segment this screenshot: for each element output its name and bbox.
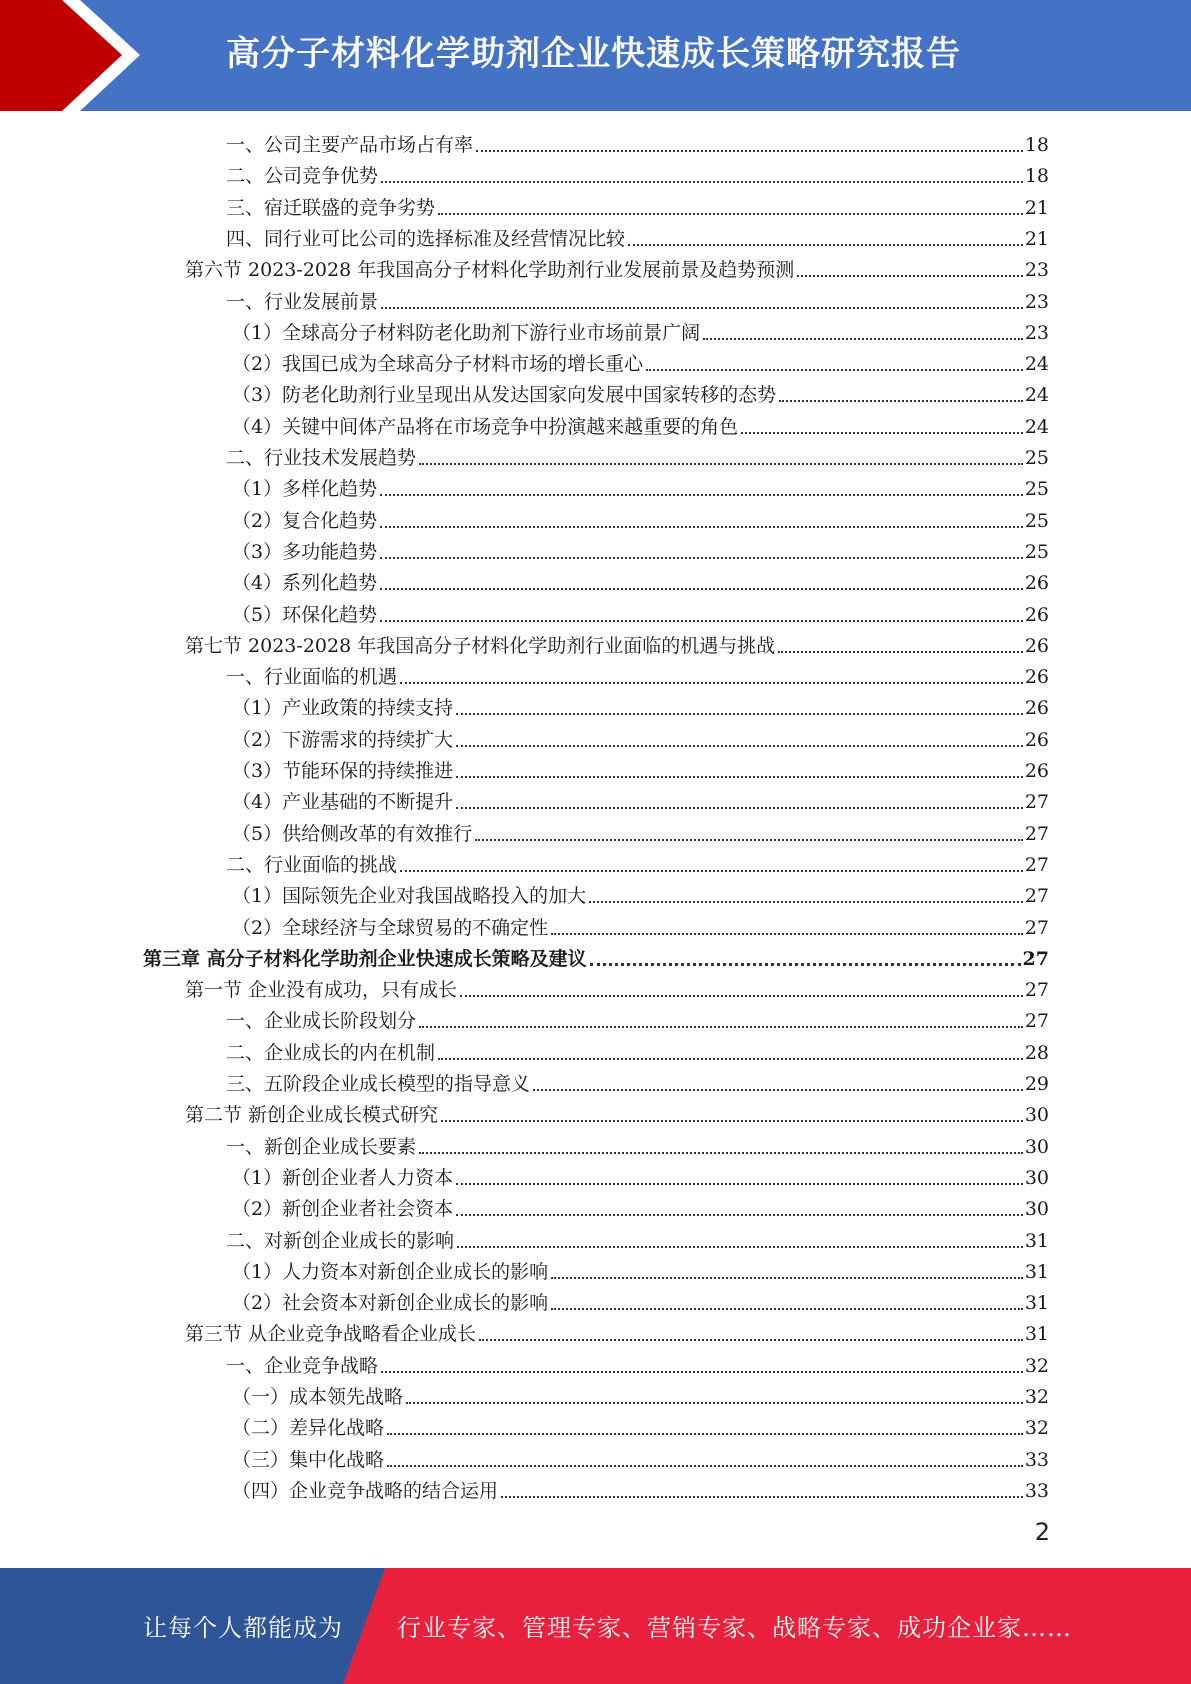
toc-dot-leader <box>457 1246 1023 1248</box>
toc-entry-title: 二、行业面临的挑战 <box>226 854 398 876</box>
toc-entry[interactable] <box>226 1065 1049 1096</box>
toc-entry-page: 25 <box>1024 447 1049 469</box>
toc-entry[interactable] <box>232 1378 1049 1409</box>
toc-entry-title: 一、企业成长阶段划分 <box>226 1010 417 1032</box>
toc-entry[interactable] <box>232 877 1049 908</box>
toc-entry-page: 32 <box>1024 1386 1049 1408</box>
toc-entry-page: 18 <box>1024 165 1049 187</box>
toc-dot-leader <box>400 870 1023 872</box>
toc-dot-leader <box>380 588 1023 590</box>
toc-entry[interactable] <box>232 314 1049 345</box>
toc-entry[interactable] <box>232 1190 1049 1221</box>
toc-entry[interactable] <box>232 1253 1049 1284</box>
toc-entry-page: 21 <box>1024 228 1049 250</box>
toc-entry-page: 27 <box>1024 854 1049 876</box>
toc-entry-title: 一、新创企业成长要素 <box>226 1136 417 1158</box>
toc-entry-title: （二）差异化战略 <box>232 1417 385 1439</box>
toc-entry-page: 32 <box>1024 1355 1049 1377</box>
toc-entry-page: 25 <box>1024 478 1049 500</box>
toc-dot-leader <box>551 933 1023 935</box>
toc-dot-leader <box>419 1026 1023 1028</box>
toc-entry-title: 四、同行业可比公司的选择标准及经营情况比较 <box>226 228 626 250</box>
red-arrow-decoration <box>0 0 160 111</box>
toc-entry-title: 二、公司竞争优势 <box>226 165 379 187</box>
toc-dot-leader <box>381 181 1023 183</box>
toc-entry[interactable] <box>232 909 1049 940</box>
toc-entry-title: （3）防老化助剂行业呈现出从发达国家向发展中国家转移的态势 <box>232 384 777 406</box>
toc-entry-page: 23 <box>1024 322 1049 344</box>
toc-entry-page: 24 <box>1024 353 1049 375</box>
toc-dot-leader <box>479 1339 1023 1341</box>
toc-entry[interactable] <box>232 1441 1049 1472</box>
toc-entry-page: 27 <box>1024 1010 1049 1032</box>
toc-entry-page: 30 <box>1024 1136 1049 1158</box>
toc-entry[interactable] <box>232 596 1049 627</box>
toc-entry-title: 第三节 从企业竞争战略看企业成长 <box>185 1323 477 1345</box>
toc-entry-title: （4）系列化趋势 <box>232 572 378 594</box>
toc-entry[interactable] <box>232 376 1049 407</box>
toc-entry-title: （2）复合化趋势 <box>232 510 378 532</box>
toc-entry-page: 33 <box>1024 1480 1049 1502</box>
toc-dot-leader <box>551 1308 1023 1310</box>
toc-entry[interactable] <box>185 971 1049 1002</box>
toc-dot-leader <box>438 213 1023 215</box>
toc-entry-page: 31 <box>1024 1230 1049 1252</box>
toc-entry-page: 24 <box>1024 384 1049 406</box>
toc-entry-title: （三）集中化战略 <box>232 1449 385 1471</box>
toc-entry[interactable] <box>226 283 1049 314</box>
toc-entry-page: 27 <box>1024 979 1049 1001</box>
toc-entry[interactable] <box>232 1284 1049 1315</box>
toc-dot-leader <box>779 400 1023 402</box>
toc-dot-leader <box>460 995 1023 997</box>
toc-entry-page: 27 <box>1024 917 1049 939</box>
footer-slogan-right: 行业专家、管理专家、营销专家、战略专家、成功企业家…… <box>397 1614 1072 1642</box>
toc-entry-title: （2）全球经济与全球贸易的不确定性 <box>232 917 549 939</box>
toc-dot-leader <box>456 1183 1023 1185</box>
toc-entry-title: （1）国际领先企业对我国战略投入的加大 <box>232 885 587 907</box>
toc-entry-page: 31 <box>1024 1292 1049 1314</box>
toc-entry[interactable] <box>232 470 1049 501</box>
toc-dot-leader <box>380 494 1023 496</box>
toc-entry[interactable] <box>232 1159 1049 1190</box>
toc-entry[interactable] <box>232 1409 1049 1440</box>
report-title: 高分子材料化学助剂企业快速成长策略研究报告 <box>226 34 961 74</box>
toc-dot-leader <box>456 776 1023 778</box>
toc-dot-leader <box>628 244 1023 246</box>
toc-dot-leader <box>533 1089 1023 1091</box>
toc-entry-page: 26 <box>1024 697 1049 719</box>
toc-entry[interactable] <box>226 1034 1049 1065</box>
toc-entry[interactable] <box>232 815 1049 846</box>
toc-entry-page: 26 <box>1024 635 1049 657</box>
toc-dot-leader <box>646 369 1023 371</box>
toc-entry[interactable] <box>232 752 1049 783</box>
toc-entry-title: 一、行业面临的机遇 <box>226 666 398 688</box>
toc-dot-leader <box>551 1277 1023 1279</box>
toc-entry-page: 26 <box>1024 729 1049 751</box>
toc-entry-title: （一）成本领先战略 <box>232 1386 404 1408</box>
toc-entry-page: 26 <box>1024 572 1049 594</box>
toc-dot-leader <box>380 620 1023 622</box>
toc-entry-page: 26 <box>1024 666 1049 688</box>
toc-entry-title: 二、行业技术发展趋势 <box>226 447 417 469</box>
toc-entry-title: （1）多样化趋势 <box>232 478 378 500</box>
toc-entry-title: 第六节 2023-2028 年我国高分子材料化学助剂行业发展前景及趋势预测 <box>185 259 795 281</box>
toc-entry-page: 26 <box>1024 760 1049 782</box>
toc-entry[interactable] <box>143 940 1049 971</box>
toc-entry-title: 一、企业竞争战略 <box>226 1355 379 1377</box>
toc-dot-leader <box>419 1152 1023 1154</box>
toc-entry-title: 第二节 新创企业成长模式研究 <box>185 1104 439 1126</box>
toc-dot-leader <box>380 526 1023 528</box>
toc-dot-leader <box>456 745 1023 747</box>
toc-dot-leader <box>419 463 1023 465</box>
toc-entry[interactable] <box>226 126 1049 157</box>
toc-entry-title: （4）关键中间体产品将在市场竞争中扮演越来越重要的角色 <box>232 416 739 438</box>
toc-entry-page: 27 <box>1024 885 1049 907</box>
toc-entry-page: 31 <box>1024 1323 1049 1345</box>
toc-dot-leader <box>441 1120 1023 1122</box>
toc-entry[interactable] <box>232 564 1049 595</box>
toc-entry[interactable] <box>226 1222 1049 1253</box>
toc-entry-page: 18 <box>1024 134 1049 156</box>
toc-entry[interactable] <box>226 1128 1049 1159</box>
toc-entry[interactable] <box>226 658 1049 689</box>
toc-entry[interactable] <box>226 1002 1049 1033</box>
toc-entry-title: 二、企业成长的内在机制 <box>226 1042 436 1064</box>
toc-entry-title: 二、对新创企业成长的影响 <box>226 1230 455 1252</box>
toc-dot-leader <box>475 839 1023 841</box>
toc-entry[interactable] <box>185 627 1049 658</box>
toc-entry-title: （1）产业政策的持续支持 <box>232 697 454 719</box>
toc-entry-title: （1）全球高分子材料防老化助剂下游行业市场前景广阔 <box>232 322 701 344</box>
toc-entry-title: （1）新创企业者人力资本 <box>232 1167 454 1189</box>
toc-dot-leader <box>387 1465 1023 1467</box>
toc-dot-leader <box>400 682 1023 684</box>
toc-entry-title: 第一节 企业没有成功，只有成长 <box>185 979 458 1001</box>
toc-entry[interactable] <box>226 157 1049 188</box>
toc-entry[interactable] <box>232 689 1049 720</box>
toc-entry-page: 27 <box>1024 791 1049 813</box>
toc-dot-leader <box>438 1058 1023 1060</box>
toc-entry[interactable] <box>232 1472 1049 1503</box>
toc-entry-title: （3）多功能趋势 <box>232 541 378 563</box>
toc-dot-leader <box>381 307 1023 309</box>
toc-entry[interactable] <box>232 345 1049 376</box>
toc-entry[interactable] <box>232 533 1049 564</box>
toc-entry-page: 32 <box>1024 1417 1049 1439</box>
toc-entry-page: 30 <box>1024 1104 1049 1126</box>
toc-dot-leader <box>387 1433 1023 1435</box>
toc-entry[interactable] <box>226 846 1049 877</box>
toc-entry-page: 28 <box>1024 1042 1049 1064</box>
toc-entry-title: （2）社会资本对新创企业成长的影响 <box>232 1292 549 1314</box>
toc-entry[interactable] <box>232 783 1049 814</box>
toc-entry[interactable] <box>185 1315 1049 1346</box>
toc-entry-page: 25 <box>1024 510 1049 532</box>
toc-entry-title: 一、公司主要产品市场占有率 <box>226 134 474 156</box>
toc-entry-title: （1）人力资本对新创企业成长的影响 <box>232 1261 549 1283</box>
toc-entry-page: 27 <box>1022 948 1049 970</box>
toc-entry-page: 24 <box>1024 416 1049 438</box>
toc-entry-title: （四）企业竞争战略的结合运用 <box>232 1480 499 1502</box>
toc-dot-leader <box>476 150 1023 152</box>
toc-dot-leader <box>456 713 1023 715</box>
toc-entry-page: 25 <box>1024 541 1049 563</box>
toc-entry[interactable] <box>232 502 1049 533</box>
toc-entry-title: 第七节 2023-2028 年我国高分子材料化学助剂行业面临的机遇与挑战 <box>185 635 776 657</box>
toc-entry-title: 三、五阶段企业成长模型的指导意义 <box>226 1073 531 1095</box>
toc-dot-leader <box>589 901 1023 903</box>
toc-dot-leader <box>381 1371 1023 1373</box>
toc-dot-leader <box>380 557 1023 559</box>
toc-dot-leader <box>741 432 1023 434</box>
toc-entry-title: （4）产业基础的不断提升 <box>232 791 454 813</box>
toc-entry[interactable] <box>226 189 1049 220</box>
toc-entry[interactable] <box>232 408 1049 439</box>
toc-entry-page: 30 <box>1024 1198 1049 1220</box>
toc-entry[interactable] <box>185 1096 1049 1127</box>
toc-entry-page: 23 <box>1024 291 1049 313</box>
toc-dot-leader <box>501 1496 1023 1498</box>
toc-entry[interactable] <box>226 439 1049 470</box>
toc-dot-leader <box>406 1402 1023 1404</box>
toc-entry[interactable] <box>185 251 1049 282</box>
toc-entry-page: 31 <box>1024 1261 1049 1283</box>
toc-entry[interactable] <box>226 220 1049 251</box>
toc-dot-leader <box>590 963 1021 966</box>
toc-entry-title: 第三章 高分子材料化学助剂企业快速成长策略及建议 <box>143 948 587 970</box>
toc-entry[interactable] <box>226 1347 1049 1378</box>
toc-entry-page: 23 <box>1024 259 1049 281</box>
toc-dot-leader <box>456 1214 1023 1216</box>
toc-entry-title: （5）环保化趋势 <box>232 604 378 626</box>
header-band <box>0 0 1191 111</box>
toc-entry[interactable] <box>232 721 1049 752</box>
toc-dot-leader <box>456 807 1023 809</box>
toc-entry-page: 29 <box>1024 1073 1049 1095</box>
toc-dot-leader <box>778 651 1023 653</box>
toc-entry-title: （3）节能环保的持续推进 <box>232 760 454 782</box>
toc-dot-leader <box>797 275 1023 277</box>
toc-entry-title: （5）供给侧改革的有效推行 <box>232 823 473 845</box>
toc-entry-title: （2）新创企业者社会资本 <box>232 1198 454 1220</box>
toc-entry-title: 一、行业发展前景 <box>226 291 379 313</box>
toc-entry-page: 27 <box>1024 823 1049 845</box>
toc-entry-title: （2）下游需求的持续扩大 <box>232 729 454 751</box>
toc-entry-page: 30 <box>1024 1167 1049 1189</box>
footer-slogan-left: 让每个人都能成为 <box>143 1614 343 1642</box>
toc-entry-title: （2）我国已成为全球高分子材料市场的增长重心 <box>232 353 644 375</box>
toc-entry-title: 三、宿迁联盛的竞争劣势 <box>226 197 436 219</box>
toc-entry-page: 26 <box>1024 604 1049 626</box>
footer-band <box>0 1568 1191 1684</box>
toc-dot-leader <box>703 338 1023 340</box>
page-number: 2 <box>1034 1518 1050 1546</box>
toc-entry-page: 21 <box>1024 197 1049 219</box>
toc-entry-page: 33 <box>1024 1449 1049 1471</box>
